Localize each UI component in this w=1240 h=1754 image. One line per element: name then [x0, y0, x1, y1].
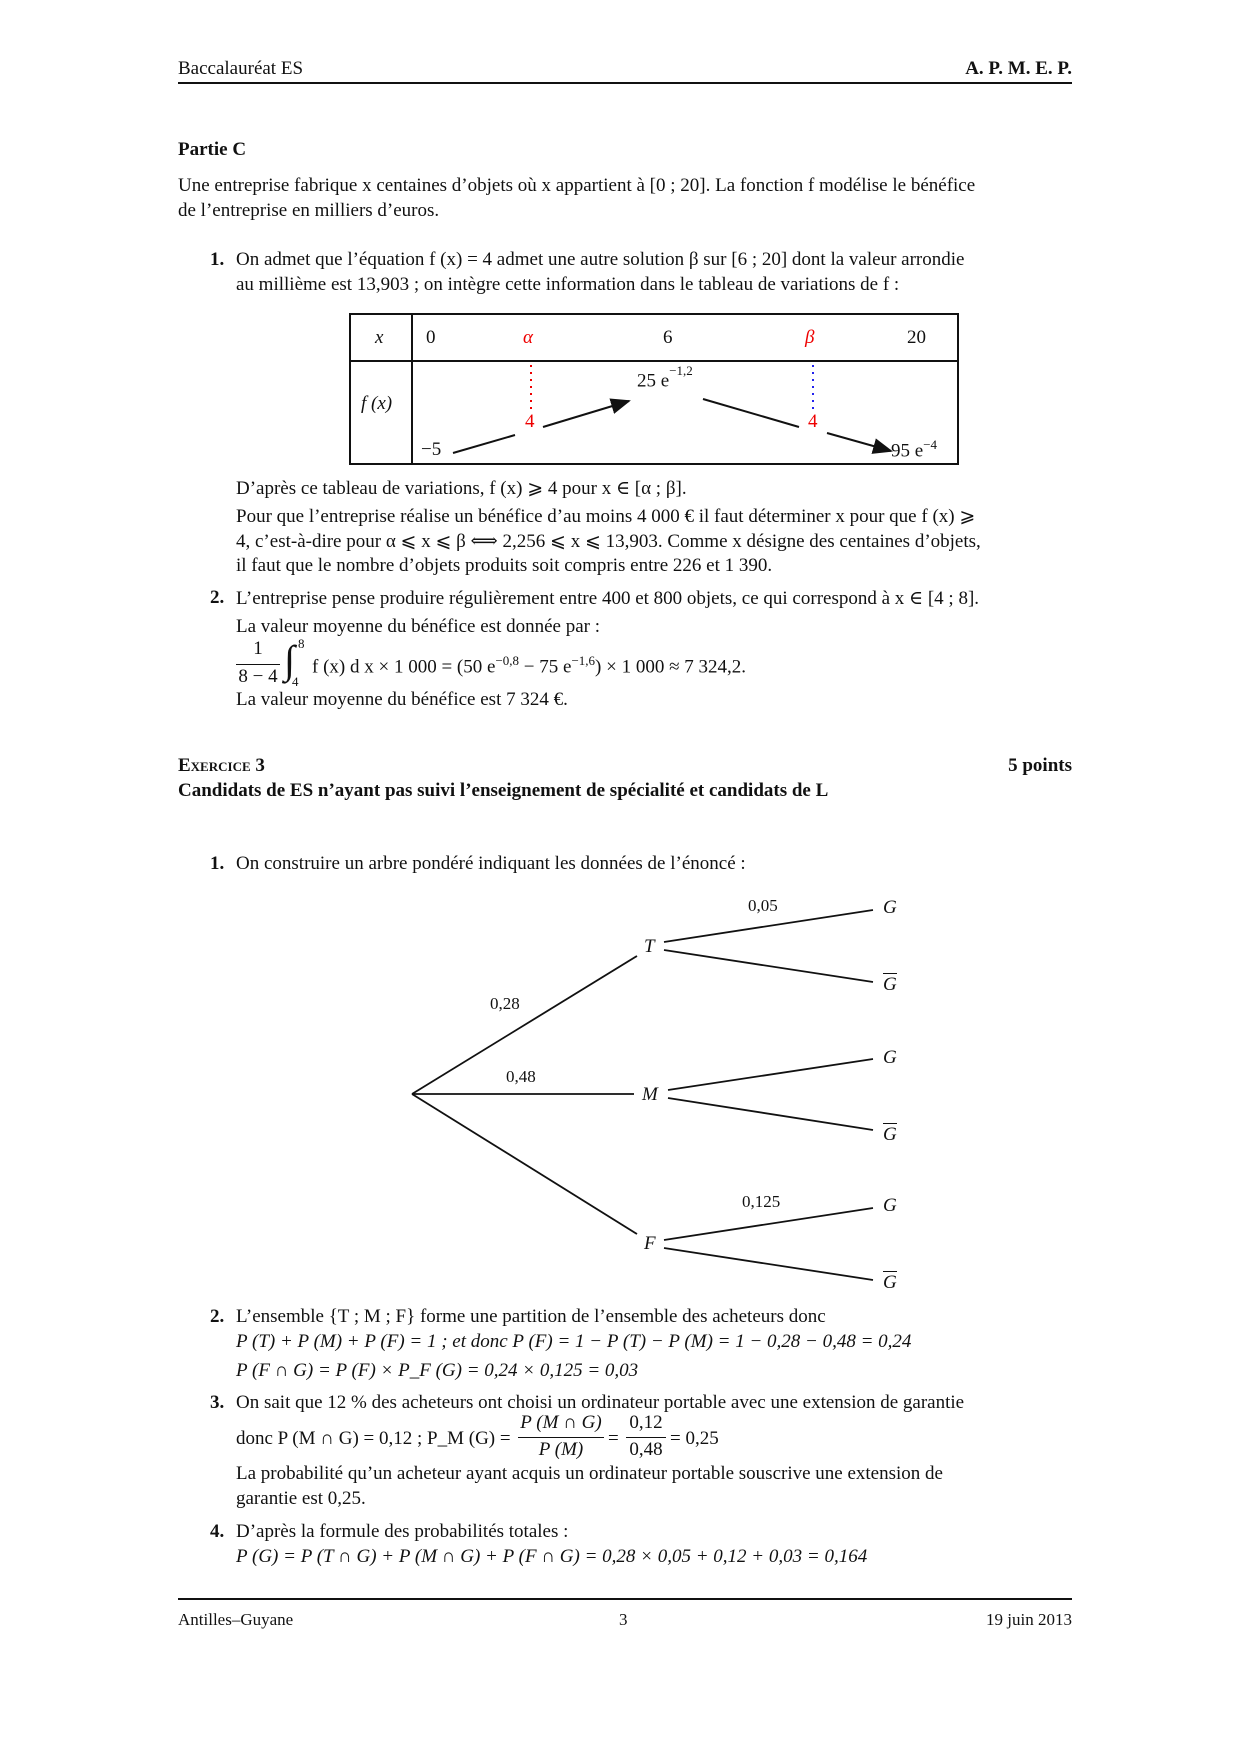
text-line: La probabilité qu’un acheteur ayant acquis un ordinateur portable souscrive une extension de: [236, 1463, 943, 1484]
fx-label: f (x): [361, 393, 393, 414]
branch-prob-T-G: 0,05: [748, 896, 778, 915]
tree-leaf-G-bar: G: [883, 1272, 897, 1293]
tree-leaf-G: G: [883, 897, 897, 918]
exponent: −0,8: [495, 653, 520, 668]
item-number: 2.: [210, 1306, 225, 1327]
f-value: −5: [421, 439, 442, 460]
x-value: 0: [426, 327, 436, 348]
x-value: 6: [663, 327, 673, 348]
branch-prob-M: 0,48: [506, 1067, 536, 1086]
text-line: D’après la formule des probabilités totales :: [236, 1521, 569, 1542]
exercise-points: 5 points: [1008, 755, 1072, 776]
text-line: au millième est 13,903 ; on intègre cette information dans le tableau de variations de f :: [236, 274, 900, 295]
integral-text: − 75 e: [519, 656, 572, 678]
f-value: 4: [525, 411, 535, 432]
text-line: L’ensemble {T ; M ; F} forme une partition de l’ensemble des acheteurs donc: [236, 1306, 826, 1327]
fraction-denominator: P (M): [538, 1439, 584, 1460]
tree-leaf-G: G: [883, 1047, 897, 1068]
integral-sign: ∫: [284, 637, 295, 682]
footer-right: 19 juin 2013: [986, 1610, 1072, 1629]
integral-lower: 4: [292, 674, 299, 689]
item-number: 1.: [210, 249, 225, 270]
footer-left: Antilles–Guyane: [178, 1610, 294, 1629]
tree-node-M: M: [642, 1084, 658, 1105]
tree-node-F: F: [644, 1233, 656, 1254]
integral-text: ) × 1 000 ≈ 7 324,2.: [595, 656, 747, 678]
exercise-subtitle: Candidats de ES n’ayant pas suivi l’enseignement de spécialité et candidats de L: [178, 780, 829, 801]
math-line: P (F ∩ G) = P (F) × P_F (G) = 0,24 × 0,125 = 0,03: [236, 1360, 639, 1381]
text-line: On construire un arbre pondéré indiquant les données de l’énoncé :: [236, 853, 746, 874]
math-line: donc P (M ∩ G) = 0,12 ; P_M (G) =: [236, 1428, 511, 1449]
footer-rule: [178, 1598, 1072, 1600]
fraction-numerator: 1: [253, 638, 263, 659]
page-number: 3: [619, 1610, 628, 1629]
header-left: Baccalauréat ES: [178, 58, 304, 79]
f-end-base: 95 e: [891, 440, 924, 462]
item-number: 3.: [210, 1392, 225, 1413]
x-value: β: [805, 327, 815, 348]
intro-line: de l’entreprise en milliers d’euros.: [178, 200, 440, 221]
text-line: garantie est 0,25.: [236, 1488, 366, 1509]
f-max-base: 25 e: [637, 370, 670, 392]
text-line: il faut que le nombre d’objets produits soit compris entre 226 et 1 390.: [236, 555, 773, 576]
text-line: Pour que l’entreprise réalise un bénéfice d’au moins 4 000 € il faut déterminer x pour que f (x) ⩾: [236, 506, 976, 527]
fraction-denominator: 8 − 4: [238, 666, 278, 687]
text-line: On admet que l’équation f (x) = 4 admet une autre solution β sur [6 ; 20] dont la valeur arrondie: [236, 249, 965, 270]
text-line: On sait que 12 % des acheteurs ont choisi un ordinateur portable avec une extension de garantie: [236, 1392, 965, 1413]
f-max-exp: −1,2: [669, 363, 693, 378]
x-label: x: [375, 327, 384, 348]
exercise-title: Exercice 3: [178, 755, 265, 776]
tree-leaf-G-bar: G: [883, 974, 897, 995]
item-number: 2.: [210, 587, 225, 608]
equals: =: [608, 1428, 619, 1449]
branch-prob-F-G: 0,125: [742, 1192, 781, 1211]
item-number: 1.: [210, 853, 225, 874]
text-line: 4, c’est-à-dire pour α ⩽ x ⩽ β ⟺ 2,256 ⩽ x ⩽ 13,903. Comme x désigne des centaines d’objets,: [236, 531, 981, 552]
math-line: P (T) + P (M) + P (F) = 1 ; et donc P (F) = 1 − P (T) − P (M) = 1 − 0,28 − 0,48 = 0,24: [236, 1331, 912, 1352]
x-value: 20: [907, 327, 926, 348]
tree-node-T: T: [644, 936, 655, 957]
item-number: 4.: [210, 1521, 225, 1542]
fraction-numerator: 0,12: [629, 1412, 663, 1433]
f-value: 4: [808, 411, 818, 432]
tree-leaf-G-bar: G: [883, 1124, 897, 1145]
tree-leaf-G: G: [883, 1195, 897, 1216]
branch-prob-T: 0,28: [490, 994, 520, 1013]
x-value: α: [523, 327, 533, 348]
fraction-numerator: P (M ∩ G): [520, 1412, 602, 1433]
math-result: = 0,25: [670, 1428, 719, 1449]
header-right: A. P. M. E. P.: [965, 58, 1072, 79]
section-title: Partie C: [178, 139, 247, 160]
fraction-denominator: 0,48: [629, 1439, 663, 1460]
integral-text: f (x) d x × 1 000 = (50 e: [312, 656, 496, 678]
intro-line: Une entreprise fabrique x centaines d’objets où x appartient à [0 ; 20]. La fonction f modélise le bénéfice: [178, 175, 976, 196]
text-line: La valeur moyenne du bénéfice est donnée par :: [236, 616, 601, 637]
math-line: P (G) = P (T ∩ G) + P (M ∩ G) + P (F ∩ G) = 0,28 × 0,05 + 0,12 + 0,03 = 0,164: [236, 1546, 868, 1567]
text-line: L’entreprise pense produire régulièrement entre 400 et 800 objets, ce qui correspond à x ∈ [4 ; 8].: [236, 588, 980, 609]
text-line: La valeur moyenne du bénéfice est 7 324 €.: [236, 689, 568, 710]
f-end-exp: −4: [923, 437, 938, 452]
integral-upper: 8: [298, 636, 305, 651]
exponent: −1,6: [571, 653, 596, 668]
text-line: D’après ce tableau de variations, f (x) ⩾ 4 pour x ∈ [α ; β].: [236, 478, 687, 499]
